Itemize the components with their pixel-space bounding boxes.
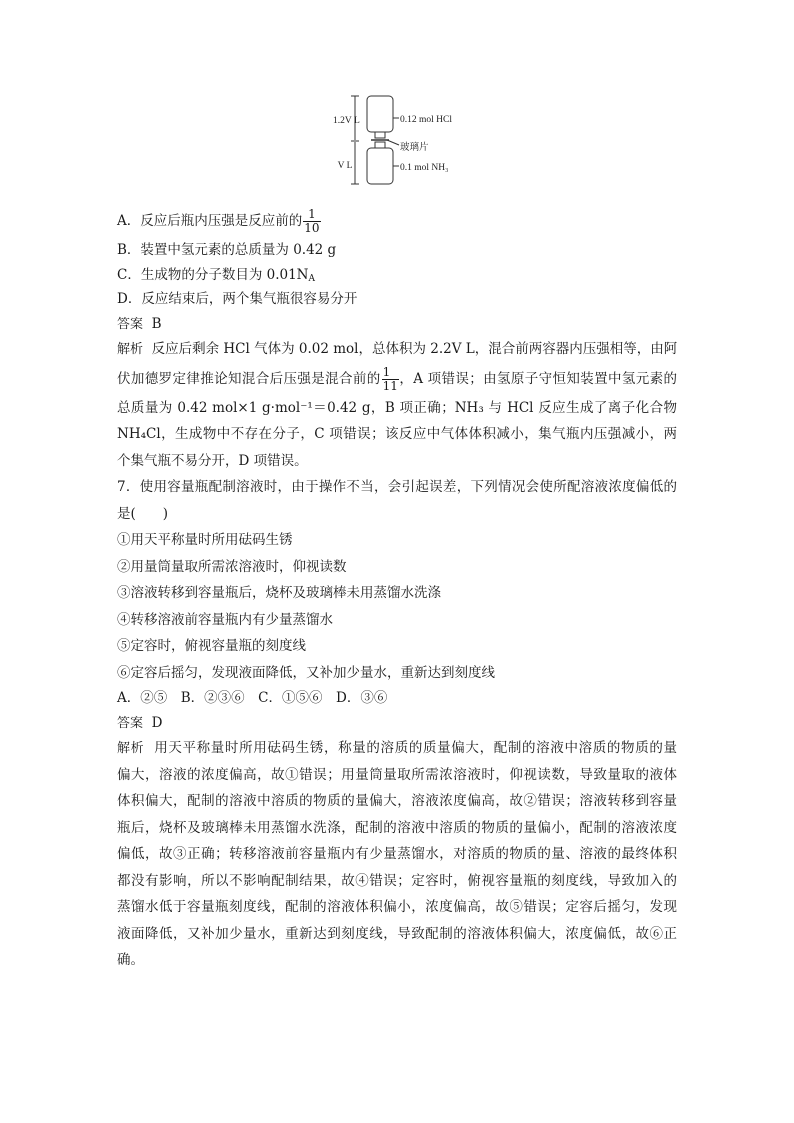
q6-analysis-line: NH₄Cl，生成物中不存在分子，C 项错误；该反应中气体体积减小，集气瓶内压强减小，两 xyxy=(117,426,677,442)
analysis-fraction: $\frac{1}{11}$ xyxy=(382,364,398,393)
q7-item: ③溶液转移到容量瓶后，烧杯及玻璃棒未用蒸馏水洗涤 xyxy=(117,585,441,601)
option-c: C．生成物的分子数目为 $0.01N_A$ xyxy=(117,266,315,284)
q7-stem xyxy=(117,474,677,527)
q7-analysis-line: 都没有影响，所以不影响配制结果，故④错误；定容时，俯视容量瓶的刻度线，导致加入的 xyxy=(117,872,677,889)
top-bottle-neck xyxy=(375,132,385,138)
top-bottle xyxy=(367,96,393,132)
q7-item: ①用天平称量时所用砝码生锈 xyxy=(117,532,293,548)
q6-analysis-line: 总质量为 0.42 mol×1 g·mol⁻¹＝0.42 g，B 项正确；NH₃ 与 HCl 反应生成了离子化合物 xyxy=(117,399,677,416)
q6-answer xyxy=(117,312,677,337)
top-volume-label: 1.2V L xyxy=(333,116,360,126)
q7-analysis-line: 蒸馏水低于容量瓶刻度线，配制的溶液体积偏小，浓度偏高，故⑤错误；定容后摇匀，发现 xyxy=(117,899,677,915)
bottom-bottle-label: 0.1 mol NH₃ xyxy=(400,163,449,173)
glass-plate-label: 玻璃片 xyxy=(400,143,429,153)
q7-answer-value: D xyxy=(151,714,163,731)
q7-choices: A．②⑤ B．②③⑥ C．①⑤⑥ D．③⑥ xyxy=(117,690,388,706)
gas-bottles-diagram xyxy=(325,90,485,190)
question-content xyxy=(117,204,677,974)
bottom-volume-label: V L xyxy=(337,161,353,171)
q7-item: ②用量筒量取所需浓溶液时，仰视读数 xyxy=(117,558,347,575)
q6-analysis-line: 解析 反应后剩余 HCl 气体为 0.02 mol，总体积为 2.2V L，混合前两容器内压强相等，由阿 xyxy=(117,341,678,357)
answer-label: 答案 xyxy=(117,316,144,332)
option-b: B．装置中氢元素的总质量为 0.42 g xyxy=(117,242,337,258)
top-bottle-label: 0.12 mol HCl xyxy=(400,115,452,125)
option-a-fraction: $\frac{1}{10}$ xyxy=(304,207,320,235)
q7-item: ④转移溶液前容量瓶内有少量蒸馏水 xyxy=(117,611,333,628)
bottom-bottle xyxy=(367,148,393,184)
q6-analysis xyxy=(117,336,677,474)
q7-analysis-line: 解析 用天平称量时所用砝码生锈，称量的溶质的质量偏大，配制的溶液中溶质的物质的量 xyxy=(117,740,677,756)
q7-analysis-line: 偏大，溶液的浓度偏高，故①错误；用量筒量取所需浓溶液时，仰视读数，导致量取的液体 xyxy=(117,766,677,783)
q7-analysis-line: 确。 xyxy=(117,952,144,968)
q7-analysis-line: 液面降低，又补加少量水，重新达到刻度线，导致配制的溶液体积偏大，浓度偏低，故⑥正 xyxy=(117,925,677,942)
gas-bottles-svg xyxy=(325,90,485,190)
q7-item: ⑤定容时，俯视容量瓶的刻度线 xyxy=(117,638,306,654)
q7-analysis-line: 偏低，故③正确；转移溶液前容量瓶内有少量蒸馏水，对溶质的物质的量、溶液的最终体积 xyxy=(117,846,677,862)
q6-analysis-line: 个集气瓶不易分开，D 项错误。 xyxy=(117,452,308,469)
option-d: D．反应结束后，两个集气瓶很容易分开 xyxy=(117,291,358,307)
q6-analysis-line: 伏加德罗定律推论知混合后压强是混合前的 $\frac{1}{11}$ ，A 项错误；由氢原子守恒知装置中氢元素的 xyxy=(117,364,678,393)
q7-analysis-line: 体积偏大，配制的溶液中溶质的物质的量偏大，溶液浓度偏高，故②错误；溶液转移到容量 xyxy=(117,793,677,809)
option-a: A．反应后瓶内压强是反应前的 $\frac{1}{10}$ xyxy=(117,207,320,235)
q6-answer-value: B xyxy=(151,315,162,332)
q7-stem-line: 是( ) xyxy=(117,505,169,522)
answer-label: 答案 xyxy=(117,715,144,731)
q7-answer xyxy=(117,711,677,736)
q7-stem-line: 7．使用容量瓶配制溶液时，由于操作不当，会引起误差，下列情况会使所配溶液浓度偏低的 xyxy=(117,479,677,495)
q7-item: ⑥定容后摇匀，发现液面降低，又补加少量水，重新达到刻度线 xyxy=(117,664,495,681)
bottom-bottle-neck xyxy=(375,142,385,148)
q7-analysis-line: 瓶后，烧杯及玻璃棒未用蒸馏水洗涤，配制的溶液中溶质的物质的量偏小，配制的溶液浓度 xyxy=(117,819,677,836)
q7-analysis xyxy=(117,735,677,974)
